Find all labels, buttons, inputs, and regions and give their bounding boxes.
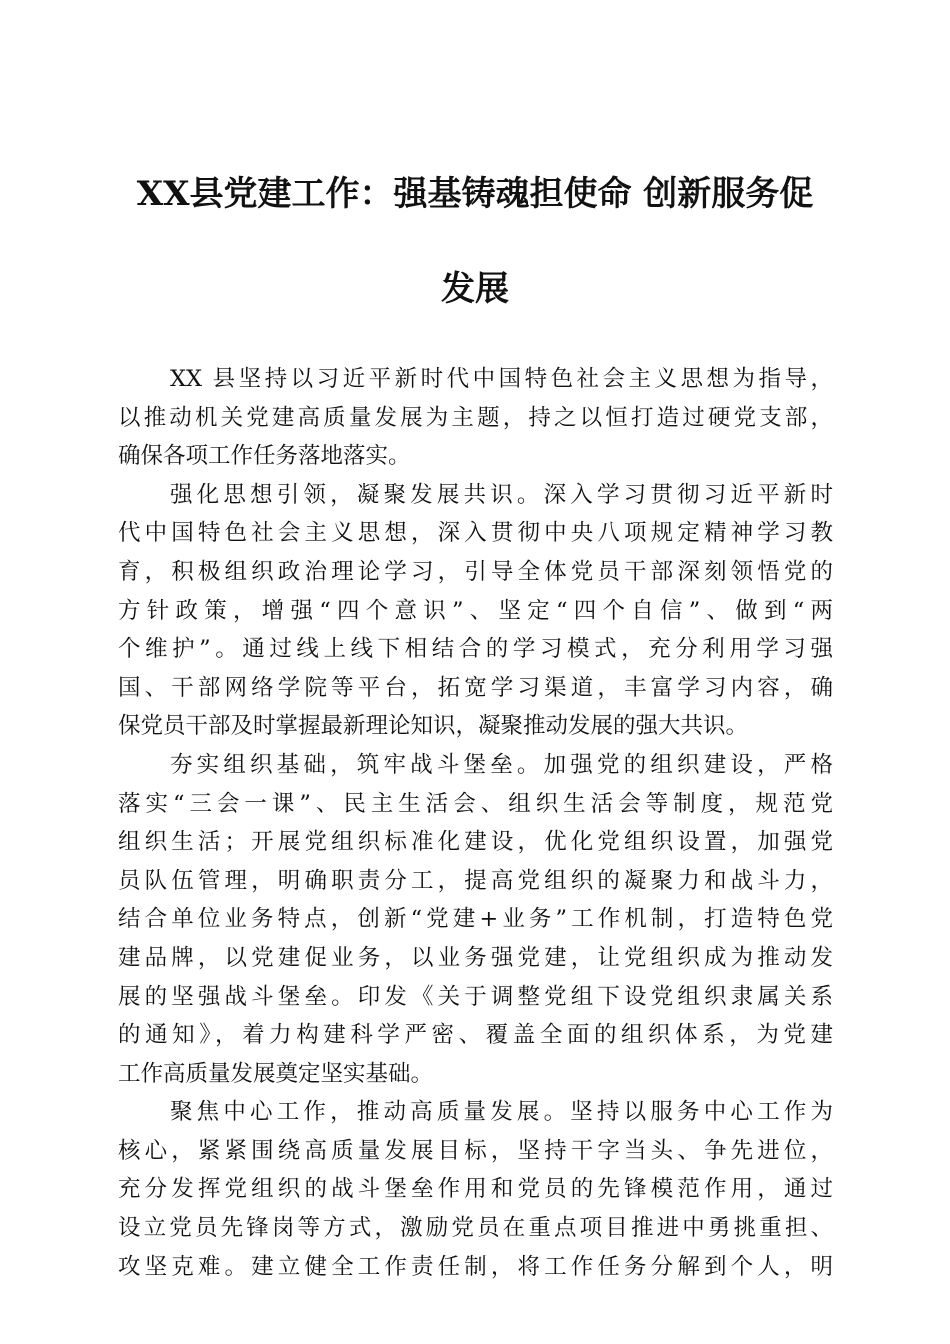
paragraph-line: 保党员干部及时掌握最新理论知识，凝聚推动发展的强大共识。	[118, 713, 749, 740]
paragraph-line: 落实“三会一课”、民主生活会、组织生活会等制度，规范党	[118, 790, 833, 817]
paragraph-3	[118, 746, 833, 1093]
paragraph-4	[118, 1093, 833, 1286]
paragraph-line: 工作高质量发展奠定坚实基础。	[118, 1060, 434, 1087]
paragraph-line: 国、干部网络学院等平台，拓宽学习渠道，丰富学习内容，确	[118, 674, 833, 701]
paragraph-line: 强化思想引领，凝聚发展共识。深入学习贯彻习近平新时	[170, 481, 833, 508]
paragraph-2	[118, 476, 833, 746]
paragraph-line: 设立党员先锋岗等方式，激励党员在重点项目推进中勇挑重担、	[118, 1215, 833, 1242]
paragraph-line: 员队伍管理，明确职责分工，提高党组织的凝聚力和战斗力，	[118, 867, 833, 894]
paragraph-line: 结合单位业务特点，创新“党建+业务”工作机制，打造特色党	[118, 906, 833, 933]
paragraph-line: 方针政策，增强“四个意识”、坚定“四个自信”、做到“两	[118, 597, 833, 624]
paragraph-1	[118, 360, 833, 476]
paragraph-line: 建品牌，以党建促业务，以业务强党建，让党组织成为推动发	[118, 944, 833, 971]
document-title-line-1: XX县党建工作：强基铸魂担使命 创新服务促	[136, 174, 814, 214]
paragraph-line: 展的坚强战斗堡垒。印发《关于调整党组下设党组织隶属关系	[118, 983, 833, 1010]
document-title-line-2: 发展	[441, 269, 509, 309]
paragraph-line: XX 县坚持以习近平新时代中国特色社会主义思想为指导，	[170, 366, 833, 392]
paragraph-line: 个维护”。通过线上线下相结合的学习模式，充分利用学习强	[118, 636, 833, 663]
paragraph-line: 聚焦中心工作，推动高质量发展。坚持以服务中心工作为	[170, 1099, 833, 1126]
paragraph-line: 攻坚克难。建立健全工作责任制，将工作任务分解到个人，明	[118, 1253, 833, 1280]
paragraph-line: 充分发挥党组织的战斗堡垒作用和党员的先锋模范作用，通过	[118, 1176, 833, 1203]
paragraph-line: 确保各项工作任务落地落实。	[118, 443, 411, 470]
paragraph-line: 夯实组织基础，筑牢战斗堡垒。加强党的组织建设，严格	[170, 751, 833, 778]
paragraph-line: 以推动机关党建高质量发展为主题，持之以恒打造过硬党支部，	[118, 404, 833, 431]
paragraph-line: 育，积极组织政治理论学习，引导全体党员干部深刻领悟党的	[118, 558, 833, 585]
document-body	[118, 360, 833, 1286]
paragraph-line: 代中国特色社会主义思想，深入贯彻中央八项规定精神学习教	[118, 520, 833, 547]
paragraph-line: 的通知》，着力构建科学严密、覆盖全面的组织体系，为党建	[118, 1022, 833, 1049]
paragraph-line: 核心，紧紧围绕高质量发展目标，坚持干字当头、争先进位，	[118, 1137, 833, 1164]
paragraph-line: 组织生活；开展党组织标准化建设，优化党组织设置，加强党	[118, 829, 833, 856]
